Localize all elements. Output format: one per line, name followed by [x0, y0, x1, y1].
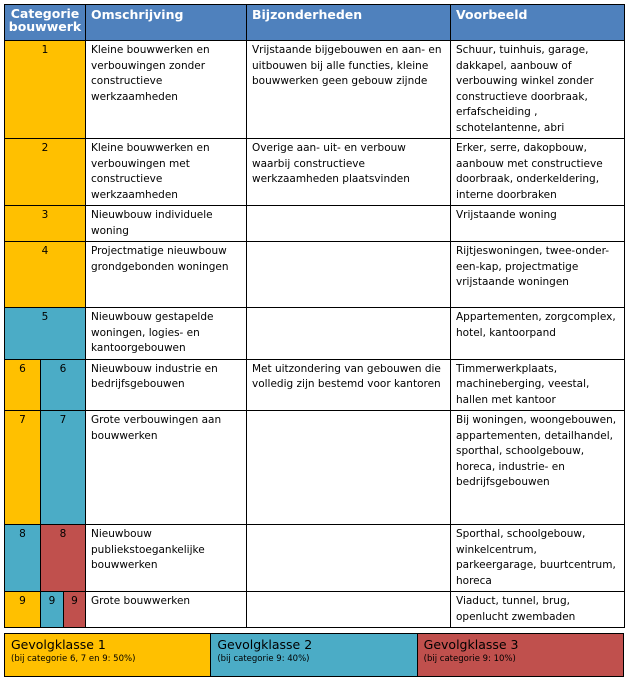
description-cell: Grote bouwwerken [86, 592, 247, 628]
table-row-3 [5, 206, 625, 242]
header-category: Categorie bouwwerk [5, 5, 86, 41]
category-cell-red: 9 [64, 592, 86, 628]
particulars-cell: Vrijstaande bijgebouwen en aan- en uitbouwen bij alle functies, kleine bouwwerken geen gebouw zijnde [247, 41, 451, 139]
category-cell-blue: 8 [5, 525, 41, 592]
legend-class-1 [5, 634, 210, 676]
header-row [5, 5, 625, 41]
description-cell: Nieuwbouw individuele woning [86, 206, 247, 242]
legend-class-3 [417, 634, 623, 676]
category-cell: 1 [5, 41, 86, 139]
category-cell-yellow: 7 [5, 411, 41, 525]
particulars-cell [247, 592, 451, 628]
table-row-2 [5, 139, 625, 206]
consequence-class-legend [4, 633, 624, 677]
table-row-8 [5, 525, 625, 592]
example-cell: Sporthal, schoolgebouw, winkelcentrum, parkeergarage, buurtcentrum, horeca [451, 525, 625, 592]
particulars-cell: Overige aan- uit- en verbouw waarbij constructieve werkzaamheden plaatsvinden [247, 139, 451, 206]
categories-table [4, 4, 625, 628]
header-example: Voorbeeld [451, 5, 625, 41]
category-cell-blue: 9 [41, 592, 64, 628]
category-cell: 2 [5, 139, 86, 206]
description-cell: Kleine bouwwerken en verbouwingen met constructieve werkzaamheden [86, 139, 247, 206]
category-cell-blue: 7 [41, 411, 86, 525]
example-cell: Rijtjeswoningen, twee-onder-een-kap, projectmatige vrijstaande woningen [451, 242, 625, 308]
legend-class-3-title: Gevolgklasse 3 [423, 637, 519, 652]
legend-class-1-title: Gevolgklasse 1 [11, 637, 106, 652]
particulars-cell [247, 525, 451, 592]
category-cell-yellow: 6 [5, 359, 41, 411]
particulars-cell [247, 308, 451, 360]
description-cell: Nieuwbouw industrie en bedrijfsgebouwen [86, 359, 247, 411]
particulars-cell [247, 411, 451, 525]
legend-class-2 [210, 634, 416, 676]
table-row-7 [5, 411, 625, 525]
table-row-4 [5, 242, 625, 308]
example-cell: Erker, serre, dakopbouw, aanbouw met constructieve doorbraak, onderkeldering, interne doorbraken [451, 139, 625, 206]
example-cell: Appartementen, zorgcomplex, hotel, kantoorpand [451, 308, 625, 360]
particulars-cell [247, 242, 451, 308]
table-row-9 [5, 592, 625, 628]
particulars-cell: Met uitzondering van gebouwen die volledig zijn bestemd voor kantoren [247, 359, 451, 411]
example-cell: Vrijstaande woning [451, 206, 625, 242]
header-particulars: Bijzonderheden [247, 5, 451, 41]
legend-class-2-note: (bij categorie 9: 40%) [217, 654, 310, 664]
category-cell: 4 [5, 242, 86, 308]
description-cell: Nieuwbouw gestapelde woningen, logies- en kantoorgebouwen [86, 308, 247, 360]
table-row-5 [5, 308, 625, 360]
example-cell: Bij woningen, woongebouwen, appartementen, detailhandel, sporthal, schoolgebouw, horeca, industrie- en bedrijfsgebouwen [451, 411, 625, 525]
category-cell-yellow: 9 [5, 592, 41, 628]
description-cell: Nieuwbouw publiekstoegankelijke bouwwerken [86, 525, 247, 592]
example-cell: Timmerwerkplaats, machineberging, veestal, hallen met kantoor [451, 359, 625, 411]
header-description: Omschrijving [86, 5, 247, 41]
category-cell-blue: 6 [41, 359, 86, 411]
category-cell-red: 8 [41, 525, 86, 592]
particulars-cell [247, 206, 451, 242]
example-cell: Schuur, tuinhuis, garage, dakkapel, aanbouw of verbouwing winkel zonder constructieve doorbraak, erfafscheiding , schotelantenne, abri [451, 41, 625, 139]
description-cell: Projectmatige nieuwbouw grondgebonden woningen [86, 242, 247, 308]
legend-class-1-note: (bij categorie 6, 7 en 9: 50%) [11, 654, 136, 664]
description-cell: Kleine bouwwerken en verbouwingen zonder constructieve werkzaamheden [86, 41, 247, 139]
legend-class-2-title: Gevolgklasse 2 [217, 637, 313, 652]
table-row-6 [5, 359, 625, 411]
example-cell: Viaduct, tunnel, brug, openlucht zwembaden [451, 592, 625, 628]
category-cell: 3 [5, 206, 86, 242]
description-cell: Grote verbouwingen aan bouwwerken [86, 411, 247, 525]
category-cell: 5 [5, 308, 86, 360]
table-row-1 [5, 41, 625, 139]
legend-class-3-note: (bij categorie 9: 10%) [423, 654, 516, 664]
